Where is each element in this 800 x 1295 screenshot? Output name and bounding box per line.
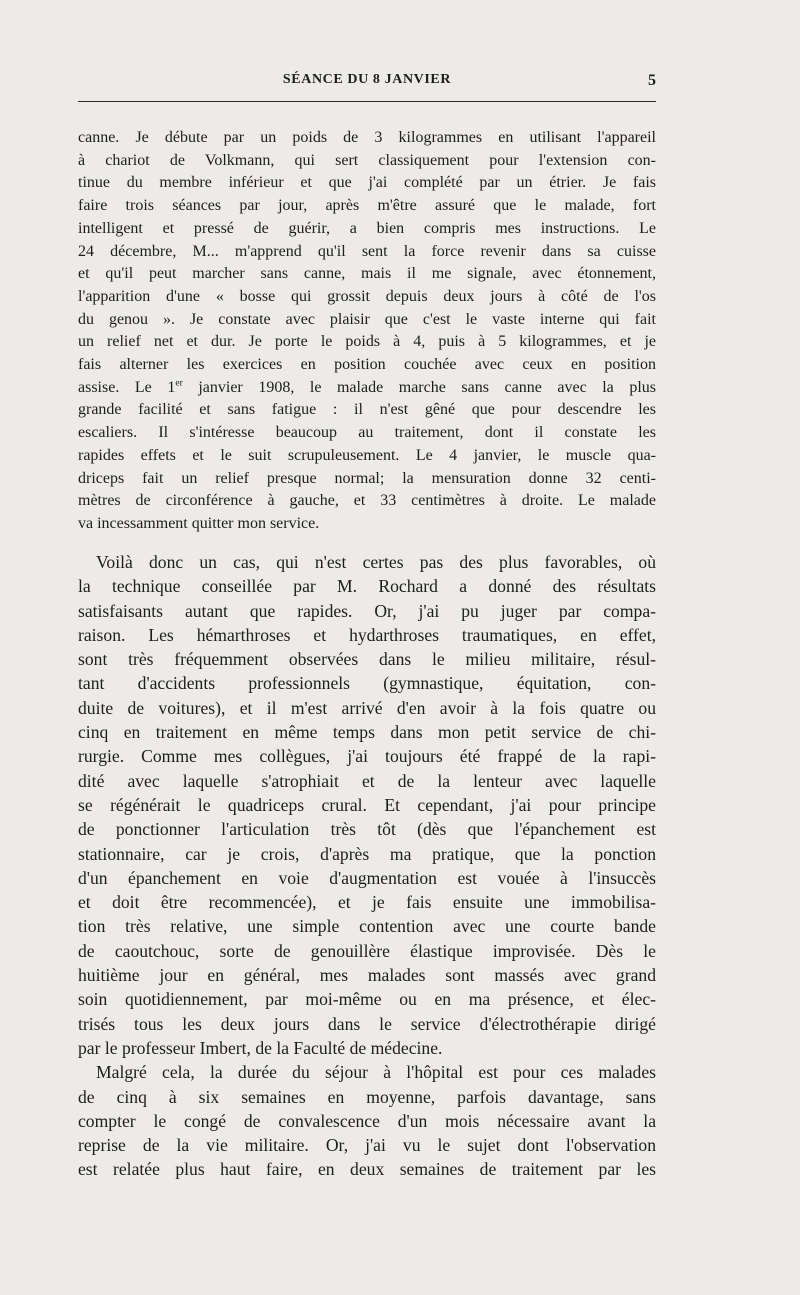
text-line: Malgré cela, la durée du séjour à l'hôpital est pour ces malades <box>96 1062 656 1083</box>
text-line: est relatée plus haut faire, en deux semaines de traitement par les <box>78 1159 656 1180</box>
text-line: rapides effets et le suit scrupuleusement. Le 4 janvier, le muscle qua- <box>78 446 656 464</box>
text-line: rurgie. Comme mes collègues, j'ai toujours été frappé de la rapi- <box>78 746 656 767</box>
text-line: duite de voitures), et il m'est arrivé d'en avoir à la fois quatre ou <box>78 697 656 718</box>
text-line: intelligent et pressé de guérir, a bien compris mes instructions. Le <box>78 219 656 237</box>
text-line: assise. Le 1er janvier 1908, le malade marche sans canne avec la plus <box>78 377 657 396</box>
text-line: du genou ». Je constate avec plaisir que c'est le vaste interne qui fait <box>78 310 656 328</box>
text-line: huitième jour en général, mes malades sont massés avec grand <box>78 965 656 986</box>
text-line: et qu'il peut marcher sans canne, mais il me signale, avec étonnement, <box>78 265 656 283</box>
text-line: reprise de la vie militaire. Or, j'ai vu le sujet dont l'observation <box>78 1135 656 1156</box>
text-line: se régénérait le quadriceps crural. Et cependant, j'ai pour principe <box>78 794 656 815</box>
text-line: sont très fréquemment observées dans le milieu militaire, résul- <box>78 649 656 670</box>
text-line: l'apparition d'une « bosse qui grossit depuis deux jours à côté de l'os <box>78 287 656 305</box>
paragraph-2 <box>78 1060 656 1181</box>
text-line: 24 décembre, M... m'apprend qu'il sent la force revenir dans sa cuisse <box>78 242 656 260</box>
page-header <box>78 72 656 102</box>
text-line: soin quotidiennement, par moi-même ou en ma présence, et élec- <box>78 989 656 1010</box>
text-line: par le professeur Imbert, de la Faculté de médecine. <box>78 1037 443 1058</box>
text-line: tion très relative, une simple contention avec une courte bande <box>78 916 656 937</box>
text-line: va incessamment quitter mon service. <box>78 514 320 532</box>
text-line: la technique conseillée par M. Rochard a donné des résultats <box>78 576 656 597</box>
text-line: tant d'accidents professionnels (gymnastique, équitation, con- <box>78 673 656 694</box>
text-line: à chariot de Volkmann, qui sert classiquement pour l'extension con- <box>78 151 656 169</box>
text-line: satisfaisants autant que rapides. Or, j'ai pu juger par compa- <box>78 600 656 621</box>
main-text <box>78 550 656 1182</box>
text-line: canne. Je débute par un poids de 3 kilogrammes en utilisant l'appareil <box>78 129 656 146</box>
text-line: fais alterner les exercices en position couchée avec ceux en position <box>78 356 656 374</box>
text-line: et doit être recommencée), et je fais ensuite une immobilisa- <box>78 892 656 913</box>
text-line: faire trois séances par jour, après m'être assuré que le malade, fort <box>78 197 656 215</box>
paragraph-1 <box>78 550 656 1060</box>
text-line: driceps fait un relief presque normal; la mensuration donne 32 centi- <box>78 469 656 487</box>
header-rule <box>78 101 656 102</box>
text-line: de ponctionner l'articulation très tôt (dès que l'épanchement est <box>78 819 656 840</box>
text-line: mètres de circonférence à gauche, et 33 centimètres à droite. Le malade <box>78 492 656 510</box>
text-line: grande facilité et sans fatigue : il n'est gêné que pour descendre les <box>78 401 656 419</box>
text-line: de cinq à six semaines en moyenne, parfois davantage, sans <box>78 1086 656 1107</box>
running-title: SÉANCE DU 8 JANVIER <box>282 72 452 87</box>
text-line: un relief net et dur. Je porte le poids à 4, puis à 5 kilogrammes, et je <box>78 333 656 351</box>
text-line: Voilà donc un cas, qui n'est certes pas des plus favorables, où <box>96 552 656 572</box>
text-line: de caoutchouc, sorte de genouillère élastique improvisée. Dès le <box>78 940 656 961</box>
case-observation-text <box>78 127 656 536</box>
text-line: tinue du membre inférieur et que j'ai complété par un étrier. Je fais <box>78 174 656 192</box>
text-line: dité avec laquelle s'atrophiait et de la lenteur avec laquelle <box>78 770 656 791</box>
text-line: trisés tous les deux jours dans le service d'électrothérapie dirigé <box>78 1013 656 1034</box>
page-number: 5 <box>648 72 656 89</box>
text-line: stationnaire, car je crois, d'après ma pratique, que la ponction <box>78 843 656 864</box>
text-line: cinq en traitement en même temps dans mon petit service de chi- <box>78 722 656 743</box>
text-line: raison. Les hémarthroses et hydarthroses traumatiques, en effet, <box>78 624 656 645</box>
text-line: escaliers. Il s'intéresse beaucoup au traitement, dont il constate les <box>78 424 656 442</box>
text-line: d'un épanchement en voie d'augmentation est vouée à l'insuccès <box>78 867 656 888</box>
text-line: compter le congé de convalescence d'un mois nécessaire avant la <box>78 1110 656 1131</box>
